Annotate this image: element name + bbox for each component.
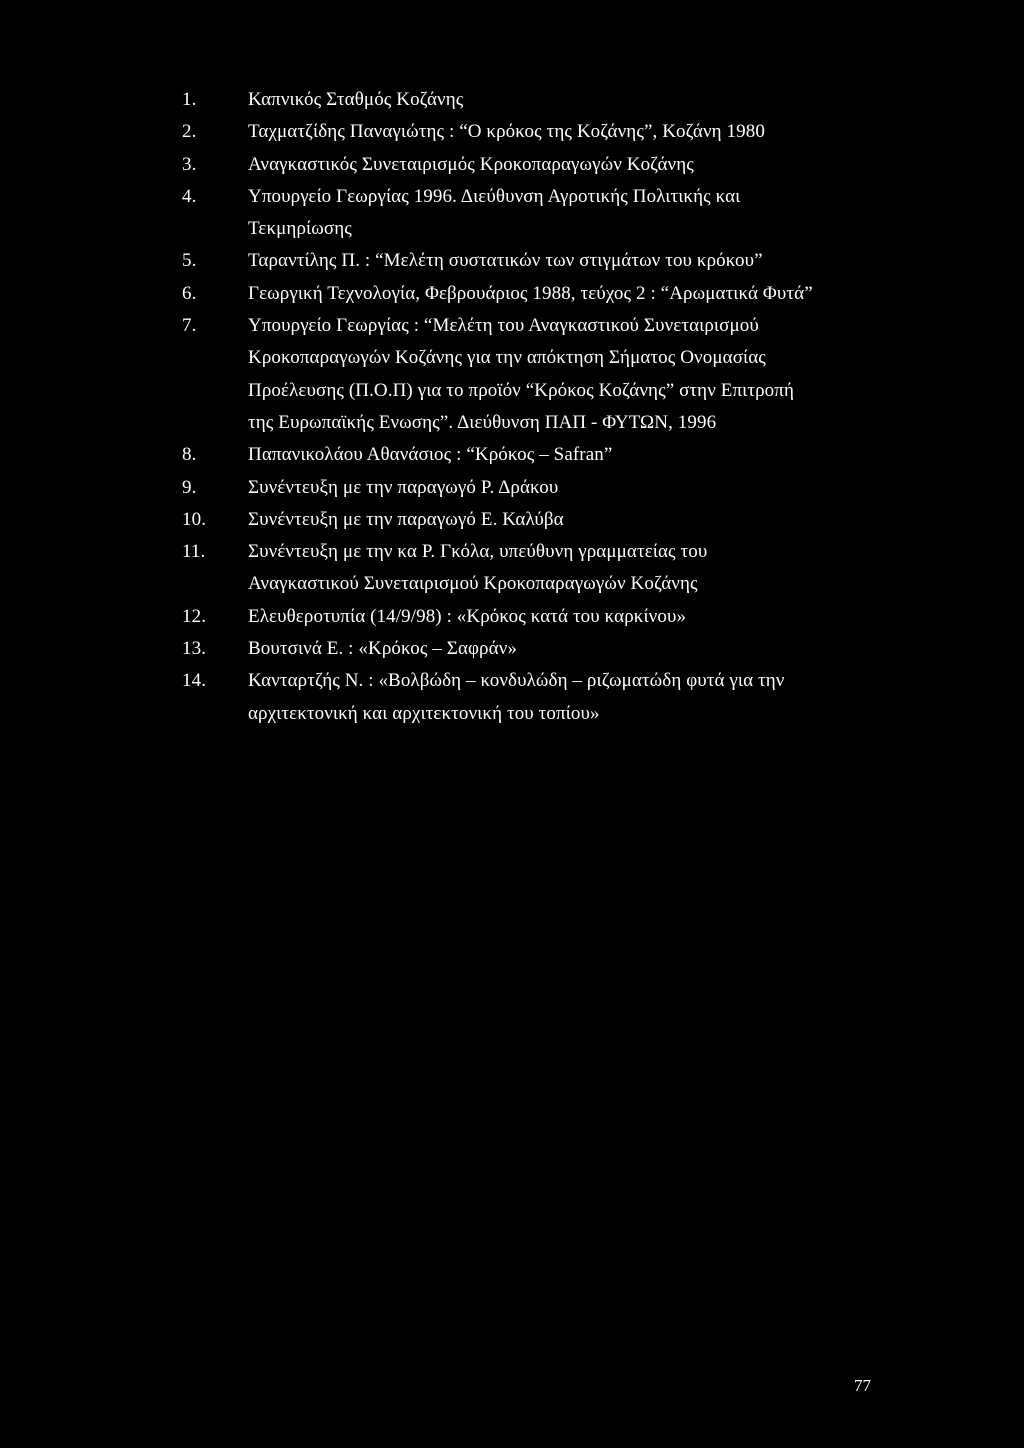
reference-number: 13. bbox=[182, 638, 207, 660]
reference-text: Αναγκαστικός Συνεταιρισμός Κροκοπαραγωγών Κοζάνης bbox=[248, 153, 694, 175]
reference-number: 1. bbox=[182, 89, 197, 110]
reference-text: Ταραντίλης Π. : “Μελέτη συστατικών των στιγμάτων του κρόκου” bbox=[248, 250, 763, 272]
reference-number: 12. bbox=[182, 605, 207, 627]
reference-item bbox=[182, 633, 902, 665]
reference-number: 6. bbox=[182, 282, 197, 304]
reference-number: 9. bbox=[182, 476, 197, 498]
reference-text: Γεωργική Τεχνολογία, Φεβρουάριος 1988, τεύχος 2 : “Αρωματικά Φυτά” bbox=[248, 282, 813, 304]
reference-item bbox=[182, 439, 902, 471]
reference-text: Ελευθεροτυπία (14/9/98) : «Κρόκος κατά του καρκίνου» bbox=[248, 605, 687, 627]
reference-number: 14. bbox=[182, 670, 207, 692]
reference-text: Συνέντευξη με την κα Ρ. Γκόλα, υπεύθυνη γραμματείας του Αναγκαστικού Συνεταιρισμού Κροκοπαραγωγών Κοζάνης bbox=[248, 541, 708, 595]
reference-number: 5. bbox=[182, 250, 197, 272]
reference-number: 11. bbox=[182, 541, 206, 563]
reference-item bbox=[182, 536, 902, 601]
reference-item bbox=[182, 665, 902, 730]
reference-text: Υπουργείο Γεωργίας 1996. Διεύθυνση Αγροτικής Πολιτικής και Τεκμηρίωσης bbox=[248, 185, 741, 240]
reference-number: 4. bbox=[182, 185, 197, 207]
reference-text: Συνέντευξη με την παραγωγό Ρ. Δράκου bbox=[248, 476, 559, 498]
reference-number: 7. bbox=[182, 315, 197, 337]
reference-item bbox=[182, 472, 902, 504]
reference-text: Βουτσινά Ε. : «Κρόκος – Σαφράν» bbox=[248, 638, 517, 660]
reference-list bbox=[182, 84, 902, 730]
reference-number: 3. bbox=[182, 153, 197, 175]
reference-text: Υπουργείο Γεωργίας : “Μελέτη του Αναγκαστικού Συνεταιρισμού Κροκοπαραγωγών Κοζάνης για την απόκτηση Σήματος Ονομασίας Προέλευσης (Π.Ο.Π) για το προϊόν “Κρόκος Κοζάνης” στην Επιτροπή της Ευρωπαϊκής Ενωσης”. Διεύθυνση ΠΑΠ - ΦΥΤΩΝ, 1996 bbox=[248, 315, 794, 433]
reference-text: Παπανικολάου Αθανάσιος : “Κρόκος – Safran” bbox=[248, 444, 613, 466]
reference-number: 10. bbox=[182, 508, 207, 530]
reference-item bbox=[182, 116, 902, 148]
reference-item bbox=[182, 84, 902, 116]
reference-item bbox=[182, 504, 902, 536]
reference-text: Καπνικός Σταθμός Κοζάνης bbox=[248, 89, 464, 110]
reference-item bbox=[182, 601, 902, 633]
reference-text: Συνέντευξη με την παραγωγό Ε. Καλύβα bbox=[248, 508, 564, 530]
reference-number: 2. bbox=[182, 121, 197, 143]
reference-item bbox=[182, 181, 902, 246]
reference-item bbox=[182, 310, 902, 439]
reference-text: Κανταρτζής Ν. : «Βολβώδη – κονδυλώδη – ριζωματώδη φυτά για την αρχιτεκτονική και αρχιτεκτονική του τοπίου» bbox=[248, 670, 785, 724]
reference-item bbox=[182, 278, 902, 310]
reference-item bbox=[182, 245, 902, 277]
reference-item bbox=[182, 149, 902, 181]
reference-text: Ταχματζίδης Παναγιώτης : “Ο κρόκος της Κοζάνης”, Κοζάνη 1980 bbox=[248, 121, 765, 143]
reference-number: 8. bbox=[182, 444, 197, 466]
page-number: 77 bbox=[854, 1376, 871, 1395]
